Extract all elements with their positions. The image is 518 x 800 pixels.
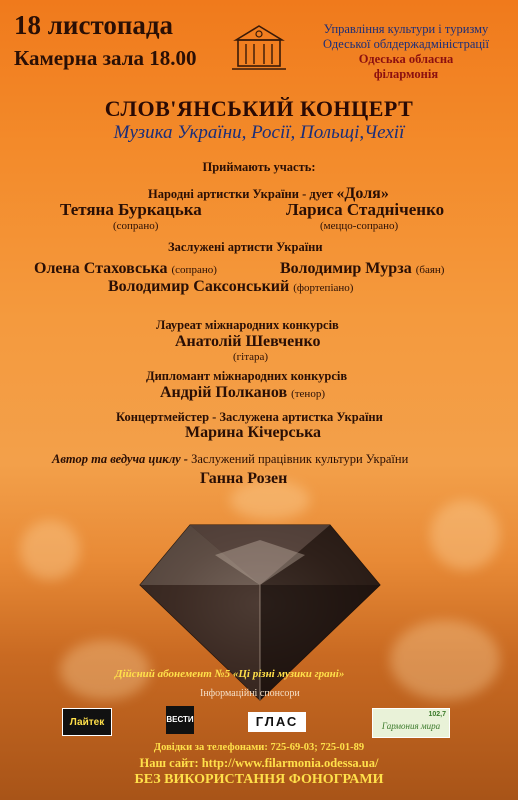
sponsor-frequency: 102,7: [428, 711, 446, 718]
host-role: Автор та ведуча циклу -: [52, 452, 188, 466]
subscription-note: Дійсний абонемент №5 «Ці різні музики грані»: [115, 668, 345, 680]
performer-role: (меццо-сопрано): [320, 220, 399, 232]
performer-name: Володимир Мурза: [280, 260, 412, 277]
honored-performer: [34, 260, 217, 278]
performer-role: (баян): [415, 264, 445, 276]
sponsor-name: Гармония мира: [381, 721, 441, 731]
accompanist-label: Концертмейстер - Заслужена артистка України: [116, 410, 383, 424]
honored-label: Заслужені артисти України: [168, 240, 323, 254]
performer-role: (сопрано): [113, 220, 159, 232]
concert-title: СЛОВ'ЯНСЬКИЙ КОНЦЕРТ: [104, 96, 414, 121]
no-phonogram-note: БЕЗ ВИКОРИСТАННЯ ФОНОГРАМИ: [134, 772, 384, 787]
organizer-line: Одеська обласна: [358, 52, 454, 66]
philharmonic-emblem-icon: [230, 22, 288, 74]
diploma-label: Дипломант міжнародних конкурсів: [146, 369, 348, 383]
performer-name: Анатолій Шевченко: [175, 333, 321, 350]
sponsor-logo-harmony: [372, 708, 450, 738]
concert-date: 18 листопада: [14, 10, 174, 40]
performer-name: Тетяна Буркацька: [60, 200, 202, 219]
performer-role: (тенор): [291, 388, 325, 400]
diploma-performer: [160, 384, 325, 402]
duet-label-text: Народні артистки України - дует: [148, 187, 334, 201]
duet-name: «Доля»: [336, 185, 389, 202]
bokeh-light: [430, 500, 500, 570]
organizer-line: Одеської облдержадміністрації: [323, 37, 489, 51]
sponsor-logo-vesti: [166, 706, 194, 734]
performer-name: Олена Стаховська: [34, 260, 168, 277]
sponsors-label: Інформаційні спонсори: [200, 688, 300, 699]
sponsor-logo-glas: [248, 712, 306, 732]
sponsor-logo-laytek: [62, 708, 112, 736]
performer-name: Володимир Саксонський: [108, 278, 290, 295]
sponsor-name: Лайтек: [69, 717, 105, 728]
bokeh-light: [390, 620, 500, 700]
organizer-line: Управління культури і туризму: [323, 22, 489, 36]
performer-name: Андрій Полканов: [160, 384, 288, 401]
performer-role: (фортепіано): [293, 282, 354, 294]
venue-time: Камерна зала 18.00: [14, 46, 197, 70]
sponsor-name: ГЛАС: [255, 714, 299, 729]
laureate-label: Лауреат міжнародних конкурсів: [156, 318, 339, 332]
honored-performer: [280, 260, 444, 278]
organizer-line: філармонія: [373, 67, 439, 81]
performer-name: Ганна Розен: [200, 470, 288, 487]
performer-role: (сопрано): [171, 264, 217, 276]
host-title: Заслужений працівник культури України: [191, 452, 409, 466]
concert-subtitle: Музика України, Росії, Польщі,Чехії: [113, 122, 405, 143]
host-label: [52, 452, 408, 467]
website-link[interactable]: Наш сайт: http://www.filarmonia.odessa.ua/: [139, 756, 379, 770]
honored-performer: [108, 278, 353, 296]
performer-name: Марина Кічерська: [185, 424, 322, 441]
bokeh-light: [20, 520, 80, 580]
sponsor-name: ВЕСТИ: [166, 715, 194, 724]
organizer-block: [300, 22, 512, 82]
performer-role: (гітара): [233, 351, 269, 363]
participants-heading: Приймають участь:: [202, 160, 316, 174]
phones: Довідки за телефонами: 725-69-03; 725-01-89: [153, 742, 365, 753]
performer-name: Лариса Стадніченко: [286, 200, 445, 219]
